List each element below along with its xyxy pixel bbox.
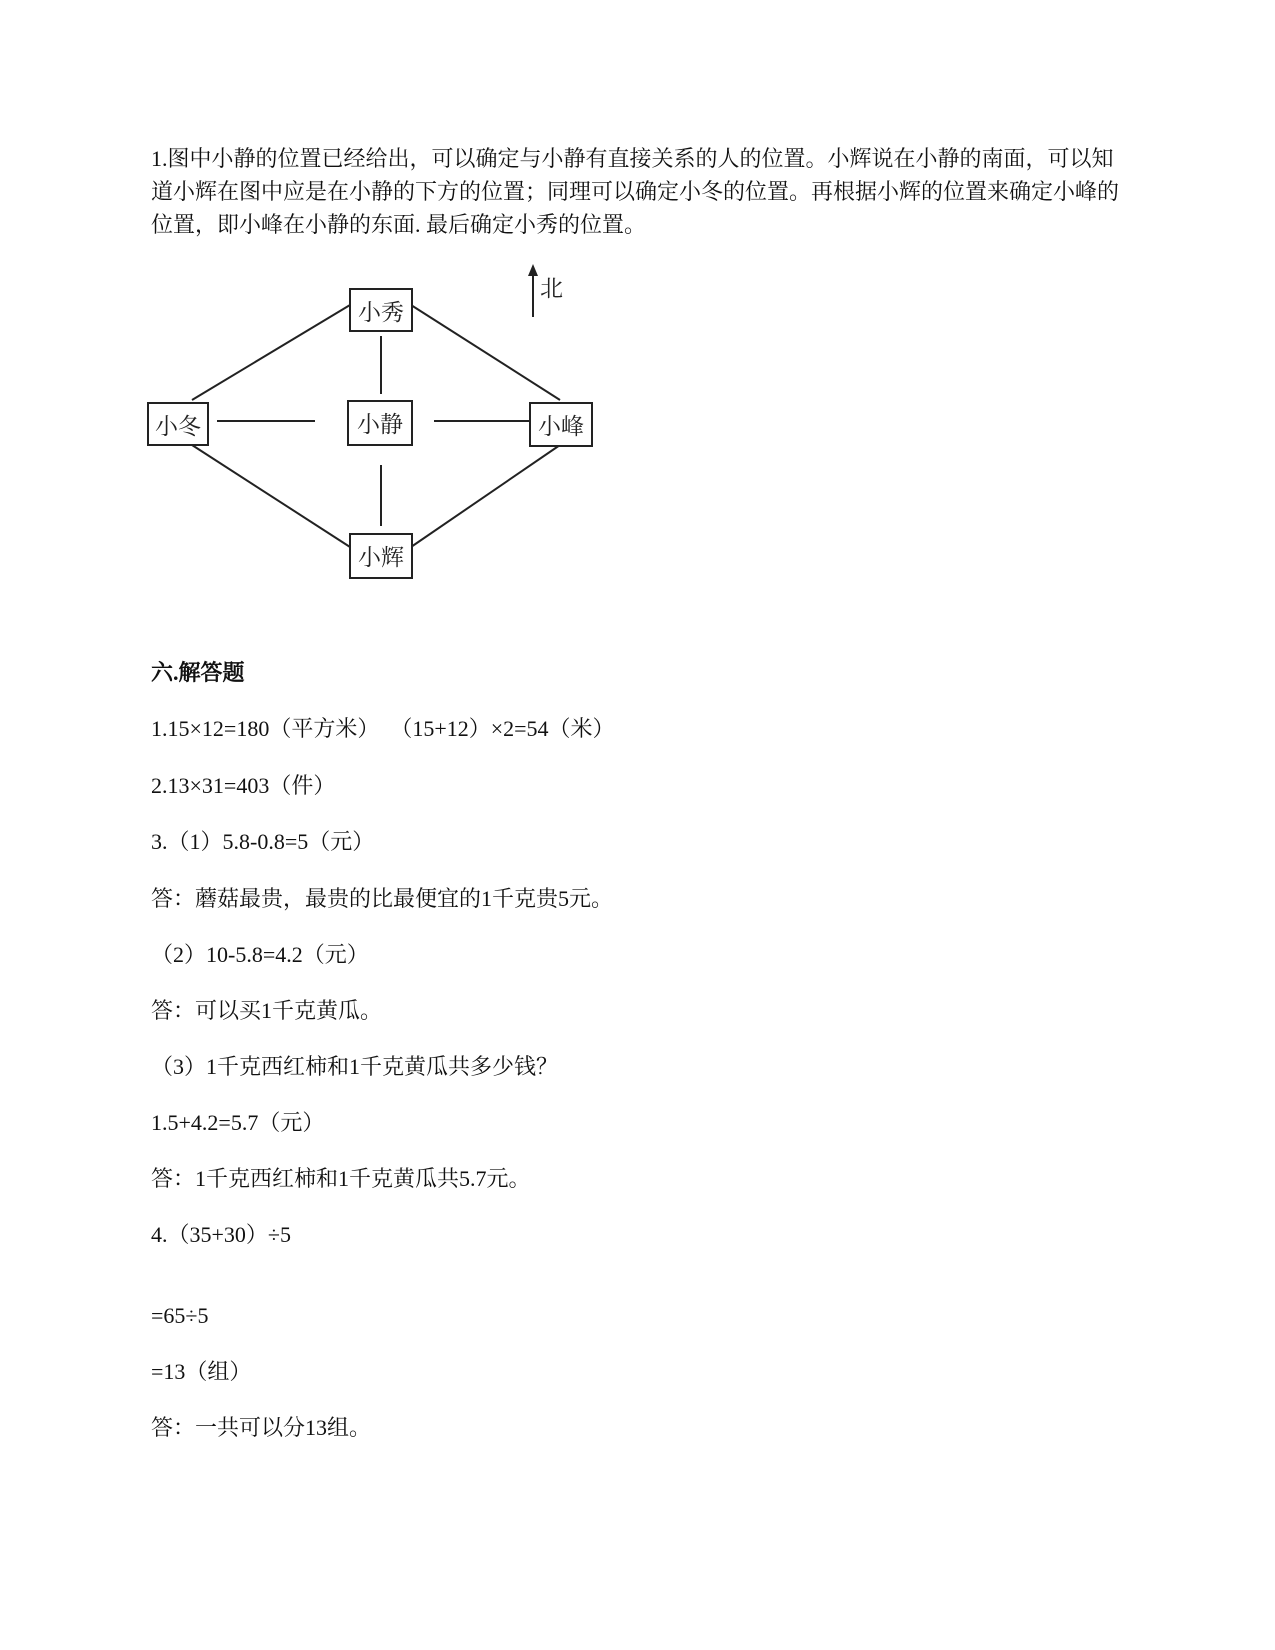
answer-line: 3.（1）5.8-0.8=5（元） [151,829,375,854]
north-label: 北 [540,276,563,302]
answer-line: 1.5+4.2=5.7（元） [151,1110,325,1135]
answer-line: =65÷5 [151,1303,209,1328]
answer-line: 答：一共可以分13组。 [151,1415,372,1440]
answer-line: 答：1千克西红柿和1千克黄瓜共5.7元。 [151,1166,531,1191]
node-label-top: 小秀 [358,300,404,326]
answer-line: 答：蘑菇最贵，最贵的比最便宜的1千克贵5元。 [151,886,614,911]
intro-paragraph: 1.图中小静的位置已经给出，可以确定与小静有直接关系的人的位置。小辉说在小静的南面，可以知道小辉在图中应是在小静的下方的位置；同理可以确定小冬的位置。再根据小辉的位置来确定小峰的位置，即小峰在小静的东面. 最后确定小秀的位置。 [151,146,1120,237]
answer-line: =13（组） [151,1359,252,1384]
answer-line: 1.15×12=180（平方米） （15+12）×2=54（米） [151,716,615,741]
answer-line: 答：可以买1千克黄瓜。 [151,998,383,1023]
answer-line: 2.13×31=403（件） [151,773,336,798]
node-label-left: 小冬 [155,414,201,440]
north-arrow-icon [528,264,538,317]
node-label-center: 小静 [357,412,403,438]
answer-line: 4.（35+30）÷5 [151,1222,291,1247]
section-heading: 六.解答题 [151,660,245,685]
node-label-right: 小峰 [538,414,584,440]
answer-line: （3）1千克西红柿和1千克黄瓜共多少钱？ [151,1054,559,1079]
node-label-bottom: 小辉 [358,545,404,571]
answer-line: （2）10-5.8=4.2（元） [151,942,369,967]
position-diagram [140,262,620,592]
